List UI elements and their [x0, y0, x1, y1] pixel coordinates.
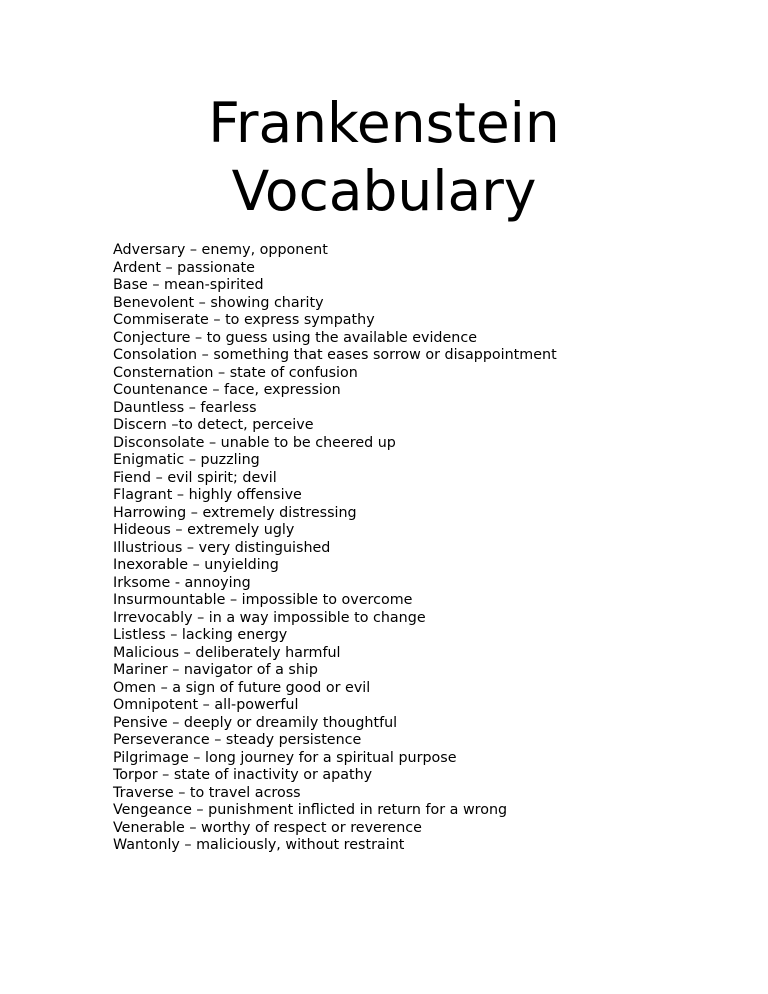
vocabulary-entry: Omnipotent – all-powerful — [113, 697, 299, 713]
vocabulary-entry: Base – mean-spirited — [113, 277, 264, 293]
vocabulary-entry: Listless – lacking energy — [113, 627, 288, 643]
vocabulary-entry: Irksome - annoying — [113, 574, 251, 591]
title-line-1: Frankenstein — [208, 91, 560, 155]
vocabulary-entry: Hideous – extremely ugly — [113, 522, 295, 538]
vocabulary-entry: Countenance – face, expression — [113, 382, 341, 398]
vocabulary-entry: Flagrant – highly offensive — [113, 487, 302, 503]
vocabulary-entry: Disconsolate – unable to be cheered up — [113, 434, 396, 451]
vocabulary-entry: Irrevocably – in a way impossible to change — [113, 609, 426, 626]
title-line-2: Vocabulary — [231, 159, 537, 223]
vocabulary-entry: Commiserate – to express sympathy — [113, 312, 375, 328]
vocabulary-entry: Venerable – worthy of respect or reverence — [113, 819, 422, 836]
vocabulary-entry: Benevolent – showing charity — [113, 294, 324, 311]
vocabulary-entry: Mariner – navigator of a ship — [113, 662, 318, 678]
vocabulary-entry: Consternation – state of confusion — [113, 364, 358, 381]
vocabulary-entry: Malicious – deliberately harmful — [113, 644, 341, 661]
vocabulary-entry: Dauntless – fearless — [113, 399, 257, 416]
vocabulary-entry: Conjecture – to guess using the available evidence — [113, 329, 478, 346]
page-title — [0, 89, 768, 225]
vocabulary-entry: Inexorable – unyielding — [113, 557, 279, 573]
vocabulary-entry: Insurmountable – impossible to overcome — [113, 592, 413, 608]
vocabulary-entry: Omen – a sign of future good or evil — [113, 679, 371, 696]
vocabulary-entry: Fiend – evil spirit; devil — [113, 469, 277, 486]
vocabulary-entry: Discern –to detect, perceive — [113, 417, 314, 433]
vocabulary-entry: Adversary – enemy, opponent — [113, 242, 328, 258]
vocabulary-list — [113, 242, 557, 855]
vocabulary-entry: Wantonly – maliciously, without restraint — [113, 837, 405, 853]
vocabulary-entry: Ardent – passionate — [113, 259, 255, 276]
vocabulary-entry: Enigmatic – puzzling — [113, 452, 260, 468]
vocabulary-entry: Torpor – state of inactivity or apathy — [113, 767, 373, 783]
vocabulary-entry: Illustrious – very distinguished — [113, 539, 331, 556]
vocabulary-entry: Vengeance – punishment inflicted in return for a wrong — [113, 802, 508, 818]
vocabulary-entry: Pilgrimage – long journey for a spiritual purpose — [113, 749, 457, 766]
vocabulary-entry: Harrowing – extremely distressing — [113, 504, 357, 521]
vocabulary-entry: Perseverance – steady persistence — [113, 732, 362, 748]
vocabulary-entry: Pensive – deeply or dreamily thoughtful — [113, 714, 398, 731]
vocabulary-entry: Traverse – to travel across — [113, 784, 301, 801]
vocabulary-entry: Consolation – something that eases sorrow or disappointment — [113, 347, 557, 363]
